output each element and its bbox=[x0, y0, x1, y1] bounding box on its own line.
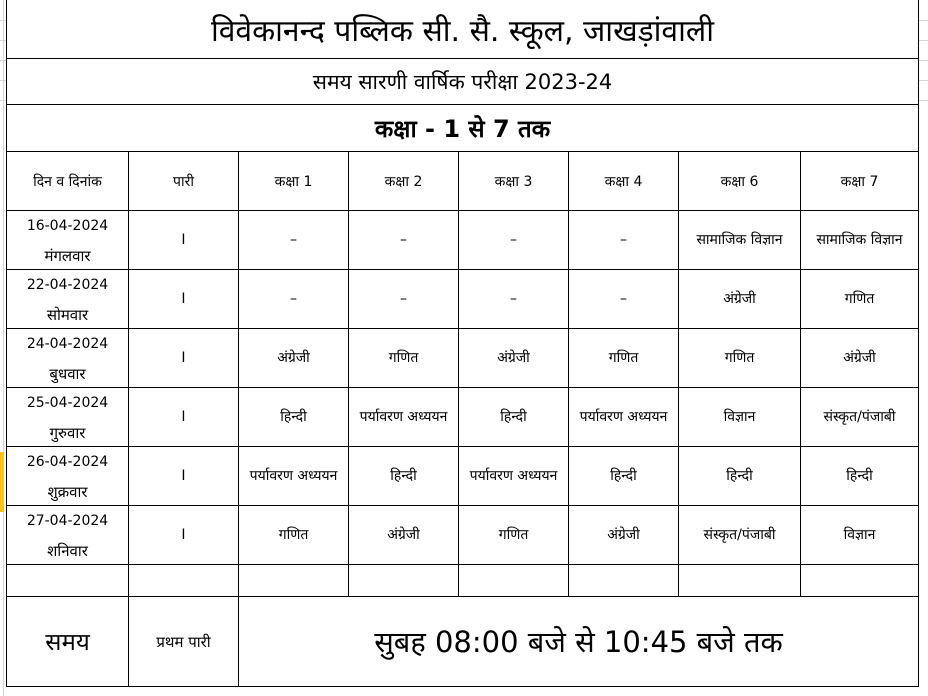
subject-cell[interactable]: अंग्रेजी bbox=[459, 329, 569, 388]
subject-cell[interactable]: पर्यावरण अध्ययन bbox=[239, 447, 349, 506]
subject-cell[interactable]: अंग्रेजी bbox=[801, 329, 919, 388]
empty-cell[interactable] bbox=[679, 565, 801, 597]
table-row bbox=[7, 270, 919, 329]
subject-cell[interactable]: पर्यावरण अध्ययन bbox=[349, 388, 459, 447]
table-row bbox=[7, 329, 919, 388]
date-cell[interactable] bbox=[7, 329, 129, 388]
subject-cell[interactable]: – bbox=[349, 270, 459, 329]
shift-cell[interactable]: I bbox=[129, 329, 239, 388]
table-row bbox=[7, 211, 919, 270]
time-label-cell[interactable]: समय bbox=[7, 597, 129, 687]
row-selection-marker bbox=[0, 452, 4, 512]
column-header-class-1[interactable]: कक्षा 1 bbox=[239, 152, 349, 211]
subject-cell[interactable]: हिन्दी bbox=[459, 388, 569, 447]
exam-time-cell[interactable]: सुबह 08:00 बजे से 10:45 बजे तक bbox=[239, 597, 919, 687]
subject-cell[interactable]: गणित bbox=[349, 329, 459, 388]
subject-cell[interactable]: पर्यावरण अध्ययन bbox=[569, 388, 679, 447]
table-row bbox=[7, 388, 919, 447]
shift-cell[interactable]: I bbox=[129, 506, 239, 565]
subject-cell[interactable]: विज्ञान bbox=[801, 506, 919, 565]
subject-cell[interactable]: गणित bbox=[239, 506, 349, 565]
empty-cell[interactable] bbox=[239, 565, 349, 597]
subject-cell[interactable]: गणित bbox=[801, 270, 919, 329]
date-text: 27-04-2024 bbox=[26, 513, 109, 529]
subject-cell[interactable]: – bbox=[239, 270, 349, 329]
subject-cell[interactable]: – bbox=[349, 211, 459, 270]
subject-cell[interactable]: – bbox=[459, 270, 569, 329]
exam-schedule-table bbox=[6, 0, 919, 687]
subject-cell[interactable]: हिन्दी bbox=[349, 447, 459, 506]
shift-cell[interactable]: I bbox=[129, 388, 239, 447]
column-header-class-6[interactable]: कक्षा 6 bbox=[679, 152, 801, 211]
empty-cell[interactable] bbox=[129, 565, 239, 597]
subject-cell[interactable]: सामाजिक विज्ञान bbox=[801, 211, 919, 270]
shift-cell[interactable]: I bbox=[129, 447, 239, 506]
subject-cell[interactable]: – bbox=[459, 211, 569, 270]
class-range[interactable]: कक्षा - 1 से 7 तक bbox=[7, 105, 919, 152]
empty-cell[interactable] bbox=[801, 565, 919, 597]
weekday-text: शनिवार bbox=[47, 542, 88, 560]
empty-cell[interactable] bbox=[459, 565, 569, 597]
weekday-text: गुरुवार bbox=[49, 424, 86, 442]
date-cell[interactable] bbox=[7, 388, 129, 447]
empty-cell[interactable] bbox=[7, 565, 129, 597]
date-text: 16-04-2024 bbox=[26, 218, 109, 234]
date-cell[interactable] bbox=[7, 211, 129, 270]
subject-cell[interactable]: विज्ञान bbox=[679, 388, 801, 447]
exam-title[interactable]: समय सारणी वार्षिक परीक्षा 2023-24 bbox=[7, 59, 919, 105]
date-cell[interactable] bbox=[7, 447, 129, 506]
subject-cell[interactable]: पर्यावरण अध्ययन bbox=[459, 447, 569, 506]
table-row bbox=[7, 447, 919, 506]
footer-row bbox=[7, 597, 919, 687]
subject-cell[interactable]: गणित bbox=[569, 329, 679, 388]
date-cell[interactable] bbox=[7, 506, 129, 565]
subject-cell[interactable]: गणित bbox=[459, 506, 569, 565]
date-text: 22-04-2024 bbox=[26, 277, 109, 293]
empty-cell[interactable] bbox=[349, 565, 459, 597]
empty-cell[interactable] bbox=[569, 565, 679, 597]
table-row bbox=[7, 506, 919, 565]
shift-cell[interactable]: I bbox=[129, 270, 239, 329]
sheet-gridline bbox=[3, 0, 4, 696]
weekday-text: बुधवार bbox=[49, 365, 86, 383]
weekday-text: मंगलवार bbox=[44, 247, 91, 265]
subject-cell[interactable]: – bbox=[239, 211, 349, 270]
empty-row bbox=[7, 565, 919, 597]
column-header-shift[interactable]: पारी bbox=[129, 152, 239, 211]
subject-cell[interactable]: हिन्दी bbox=[801, 447, 919, 506]
date-text: 26-04-2024 bbox=[26, 454, 109, 470]
subject-cell[interactable]: अंग्रेजी bbox=[569, 506, 679, 565]
school-name[interactable]: विवेकानन्द पब्लिक सी. सै. स्कूल, जाखड़ांवाली bbox=[7, 0, 919, 59]
date-text: 24-04-2024 bbox=[26, 336, 109, 352]
subject-cell[interactable]: अंग्रेजी bbox=[679, 270, 801, 329]
date-cell[interactable] bbox=[7, 270, 129, 329]
first-shift-cell[interactable]: प्रथम पारी bbox=[129, 597, 239, 687]
weekday-text: सोमवार bbox=[46, 306, 89, 324]
subject-cell[interactable]: अंग्रेजी bbox=[239, 329, 349, 388]
subject-cell[interactable]: – bbox=[569, 211, 679, 270]
column-header-class-4[interactable]: कक्षा 4 bbox=[569, 152, 679, 211]
weekday-text: शुक्रवार bbox=[47, 483, 88, 501]
column-header-class-2[interactable]: कक्षा 2 bbox=[349, 152, 459, 211]
date-text: 25-04-2024 bbox=[26, 395, 109, 411]
column-header-row bbox=[7, 152, 919, 211]
subject-cell[interactable]: हिन्दी bbox=[569, 447, 679, 506]
subject-cell[interactable]: – bbox=[569, 270, 679, 329]
column-header-date[interactable]: दिन व दिनांक bbox=[7, 152, 129, 211]
column-header-class-3[interactable]: कक्षा 3 bbox=[459, 152, 569, 211]
shift-cell[interactable]: I bbox=[129, 211, 239, 270]
subject-cell[interactable]: संस्कृत/पंजाबी bbox=[801, 388, 919, 447]
subject-cell[interactable]: सामाजिक विज्ञान bbox=[679, 211, 801, 270]
subject-cell[interactable]: गणित bbox=[679, 329, 801, 388]
subject-cell[interactable]: हिन्दी bbox=[679, 447, 801, 506]
subject-cell[interactable]: हिन्दी bbox=[239, 388, 349, 447]
subject-cell[interactable]: संस्कृत/पंजाबी bbox=[679, 506, 801, 565]
column-header-class-7[interactable]: कक्षा 7 bbox=[801, 152, 919, 211]
subject-cell[interactable]: अंग्रेजी bbox=[349, 506, 459, 565]
